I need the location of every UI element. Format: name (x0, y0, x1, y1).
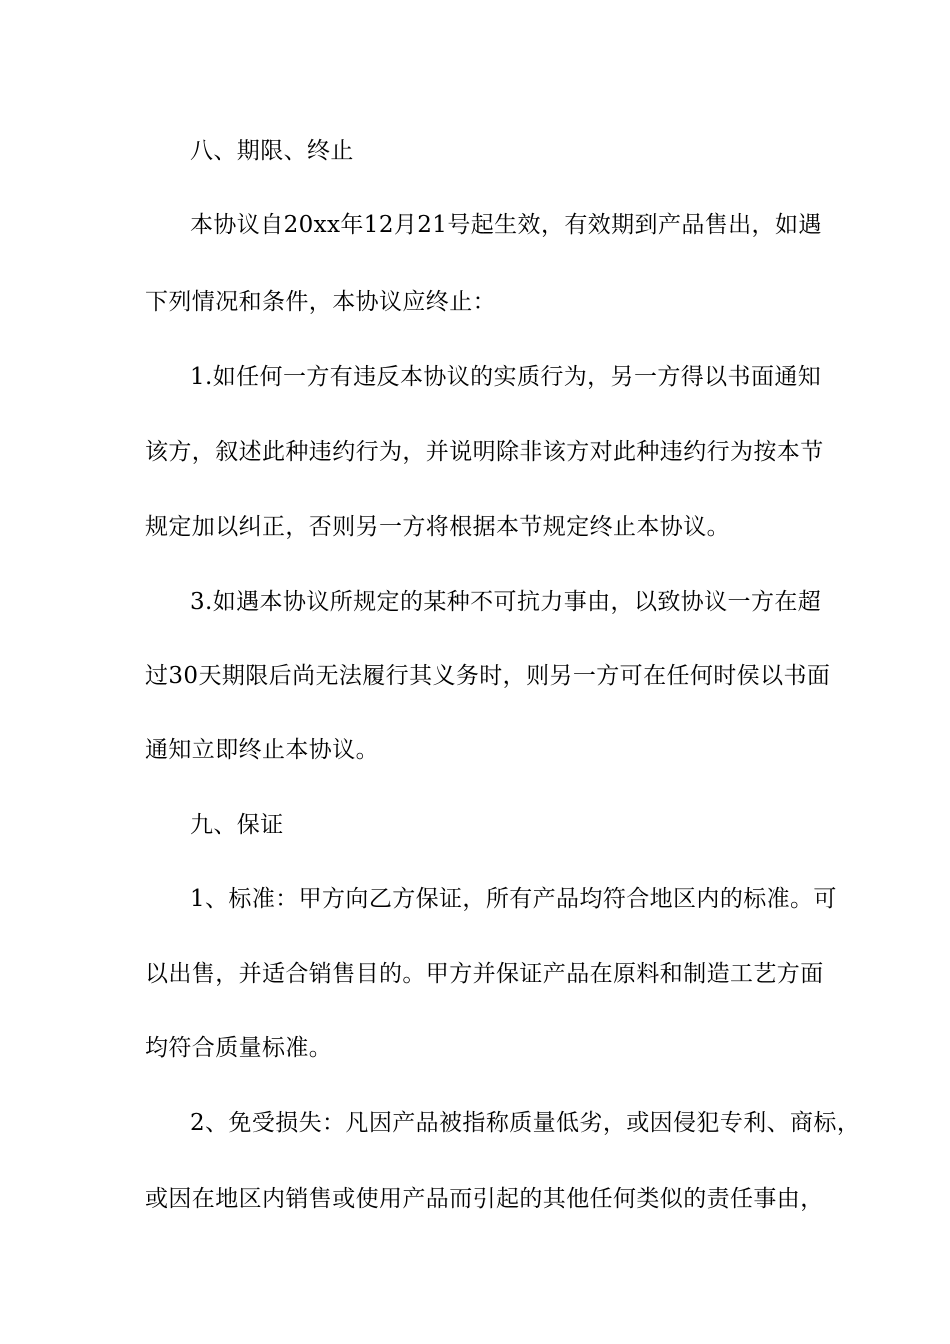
paragraph-line: 以出售，并适合销售目的。甲方并保证产品在原料和制造工艺方面 (145, 961, 824, 987)
paragraph-line: 3.如遇本协议所规定的某种不可抗力事由，以致协议一方在超 (190, 589, 822, 615)
paragraph-line: 1、标准：甲方向乙方保证，所有产品均符合地区内的标准。可 (190, 886, 837, 912)
paragraph-line: 2、免受损失：凡因产品被指称质量低劣，或因侵犯专利、商标， (190, 1110, 861, 1136)
section-9-heading: 九、保证 (190, 812, 284, 838)
paragraph-line: 通知立即终止本协议。 (145, 737, 379, 763)
paragraph-line: 1.如任何一方有违反本协议的实质行为，另一方得以书面通知 (190, 364, 822, 390)
paragraph-line: 下列情况和条件，本协议应终止： (145, 289, 496, 315)
paragraph-line: 规定加以纠正，否则另一方将根据本节规定终止本协议。 (145, 514, 730, 540)
paragraph-line: 过30天期限后尚无法履行其义务时，则另一方可在任何时侯以书面 (145, 663, 831, 689)
paragraph-line: 该方，叙述此种违约行为，并说明除非该方对此种违约行为按本节 (145, 439, 824, 465)
paragraph-line: 均符合质量标准。 (145, 1035, 333, 1061)
paragraph-line: 本协议自20xx年12月21号起生效，有效期到产品售出，如遇 (190, 212, 822, 238)
paragraph-line: 或因在地区内销售或使用产品而引起的其他任何类似的责任事由， (145, 1186, 824, 1212)
section-8-heading: 八、期限、终止 (190, 138, 354, 164)
